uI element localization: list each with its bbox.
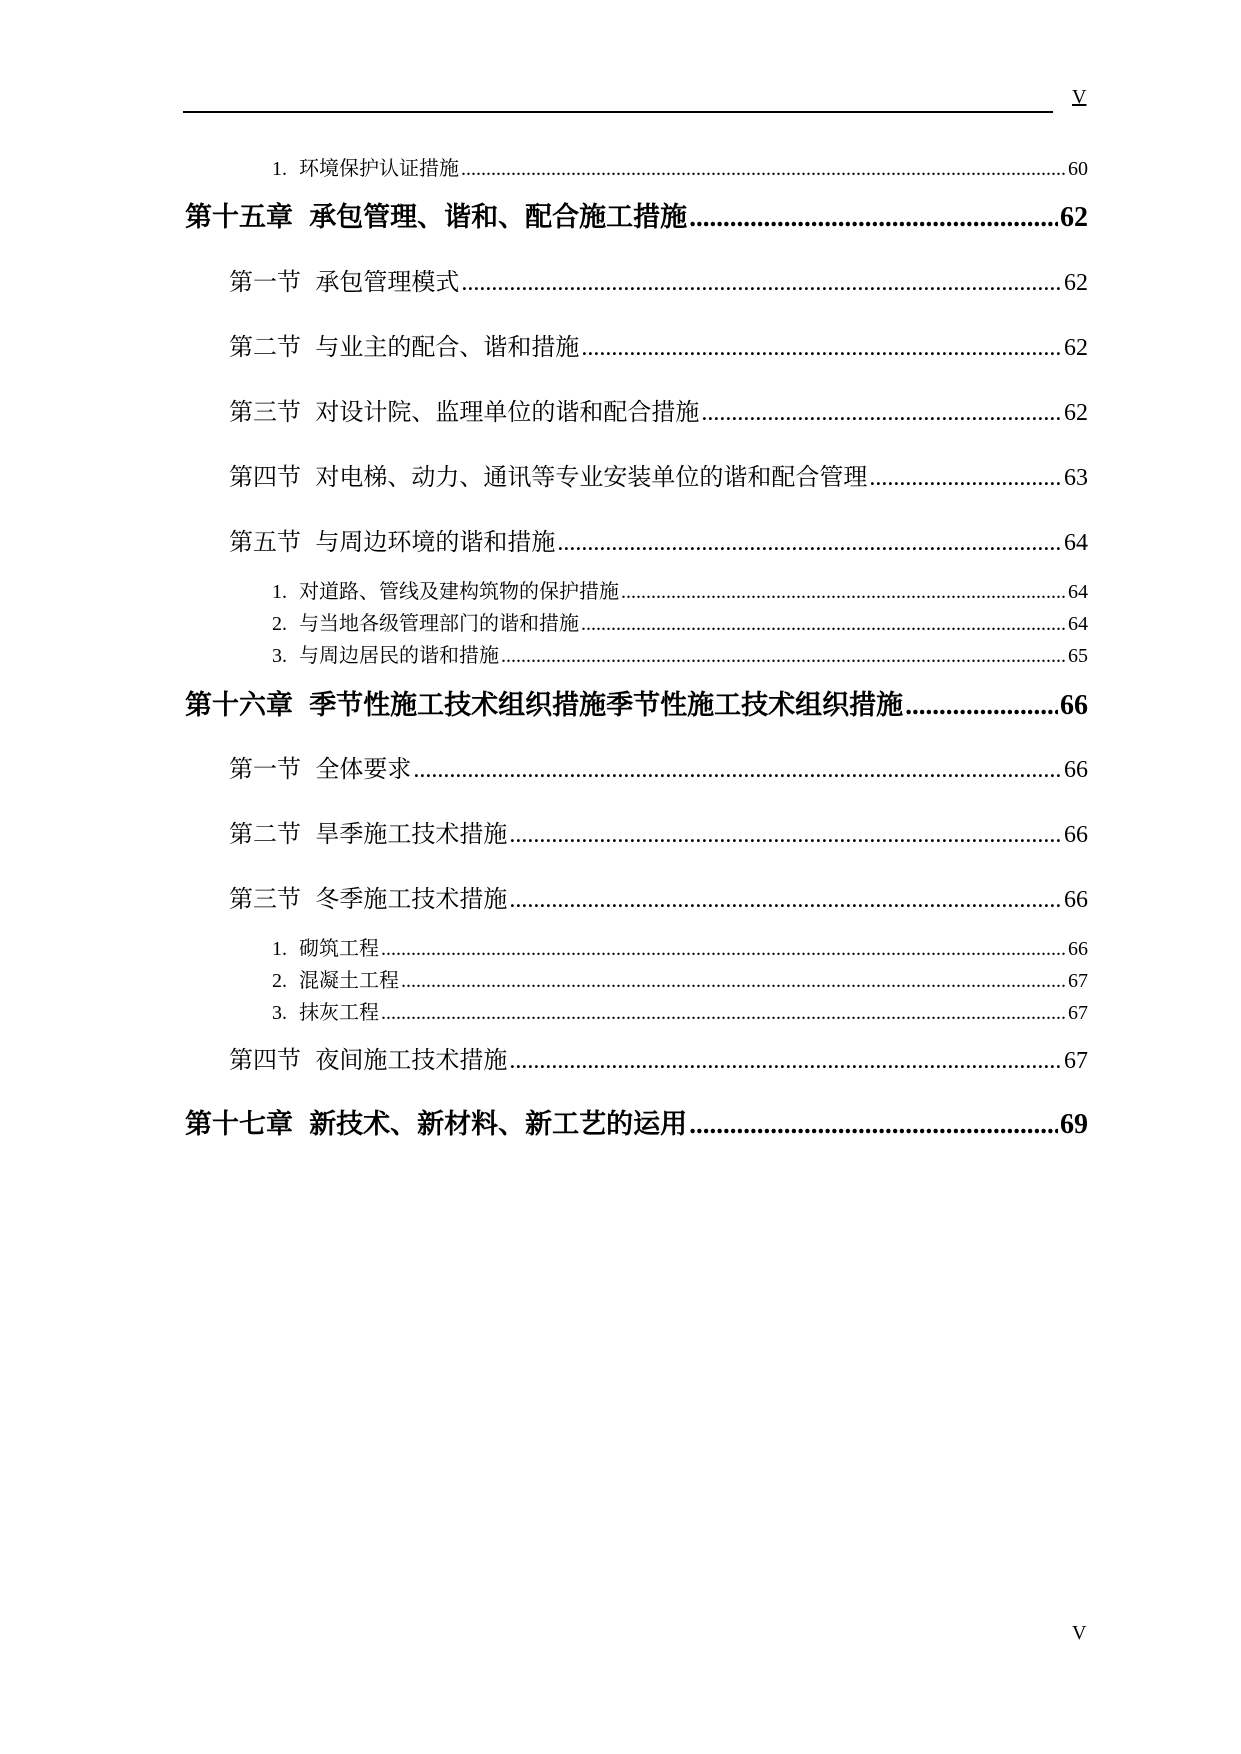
toc-entry-page: 67 [1068, 970, 1088, 992]
toc-entry-title: 冬季施工技术措施 [315, 885, 508, 913]
toc-entry-title: 对设计院、监理单位的谐和配合措施 [315, 398, 700, 426]
toc-entry-page: 66 [1068, 938, 1088, 960]
toc-entry-number: 3. [272, 1002, 287, 1024]
toc-entry-page: 60 [1068, 158, 1088, 180]
toc-entry-number: 2. [272, 613, 287, 635]
toc-entry-page: 62 [1064, 335, 1088, 361]
toc-entry-page: 66 [1064, 757, 1088, 783]
toc-leader-dots [509, 822, 1062, 849]
toc-leader-dots [461, 270, 1062, 297]
toc-entry-title: 对道路、管线及建构筑物的保护措施 [299, 579, 619, 603]
toc-entry-title: 承包管理模式 [315, 268, 460, 296]
toc-leader-dots [621, 581, 1066, 604]
toc-entry-title: 与周边环境的谐和措施 [315, 528, 556, 556]
toc-entry-page: 64 [1064, 530, 1088, 556]
toc-leader-dots [461, 158, 1066, 181]
toc-leader-dots [413, 757, 1062, 784]
toc-entry-page: 67 [1068, 1002, 1088, 1024]
toc-entry[interactable] [229, 457, 1088, 492]
toc-entry-title: 砌筑工程 [299, 936, 379, 960]
toc-entry-number: 第十七章 [185, 1109, 293, 1140]
toc-entry-title: 与周边居民的谐和措施 [299, 643, 499, 667]
toc-entry[interactable] [272, 964, 1088, 993]
toc-entry[interactable] [229, 1040, 1088, 1075]
toc-entry[interactable] [272, 607, 1088, 636]
toc-entry-number: 第十五章 [185, 202, 293, 233]
toc-entry-number: 第一节 [229, 755, 301, 783]
toc-entry-title: 混凝土工程 [299, 968, 399, 992]
toc-entry-number: 第二节 [229, 820, 301, 848]
toc-leader-dots [689, 1109, 1058, 1140]
toc-leader-dots [557, 530, 1062, 557]
toc-entry-page: 64 [1068, 613, 1088, 635]
toc-leader-dots [401, 970, 1066, 993]
toc-entry-title: 全体要求 [315, 755, 412, 783]
toc-entry[interactable] [229, 327, 1088, 362]
toc-leader-dots [501, 645, 1066, 668]
toc-leader-dots [869, 465, 1062, 492]
toc-entry[interactable] [185, 195, 1088, 234]
toc-entry-title: 新技术、新材料、新工艺的运用 [309, 1109, 688, 1140]
toc-entry-number: 1. [272, 581, 287, 603]
toc-entry-title: 对电梯、动力、通讯等专业安装单位的谐和配合管理 [315, 463, 868, 491]
toc-leader-dots [905, 690, 1058, 721]
toc-leader-dots [689, 202, 1058, 233]
toc-entry-page: 66 [1064, 822, 1088, 848]
toc-entry-page: 65 [1068, 645, 1088, 667]
toc-leader-dots [701, 400, 1062, 427]
toc-entry-title: 环境保护认证措施 [299, 156, 459, 180]
toc-entry-title: 承包管理、谐和、配合施工措施 [309, 202, 688, 233]
toc-entry[interactable] [185, 683, 1088, 722]
toc-leader-dots [509, 1048, 1062, 1075]
toc-entry-page: 62 [1064, 400, 1088, 426]
toc-entry-number: 第四节 [229, 1046, 301, 1074]
toc-entry-number: 第一节 [229, 268, 301, 296]
toc-entry-page: 67 [1064, 1048, 1088, 1074]
toc-entry[interactable] [185, 1102, 1088, 1141]
header-page-number: V [1072, 86, 1087, 108]
toc-leader-dots [381, 1002, 1066, 1025]
toc-entry[interactable] [229, 522, 1088, 557]
toc-entry-number: 1. [272, 938, 287, 960]
toc-leader-dots [509, 887, 1062, 914]
toc-entry-number: 3. [272, 645, 287, 667]
footer-page-number: V [1072, 1622, 1087, 1644]
toc-entry-title: 与当地各级管理部门的谐和措施 [299, 611, 579, 635]
toc-entry-number: 第二节 [229, 333, 301, 361]
toc-entry-number: 第四节 [229, 463, 301, 491]
toc-entry-page: 69 [1060, 1109, 1088, 1140]
toc-entry-number: 第五节 [229, 528, 301, 556]
toc-entry[interactable] [272, 932, 1088, 961]
toc-entry-page: 66 [1060, 690, 1088, 721]
toc-entry-page: 66 [1064, 887, 1088, 913]
toc-entry-title: 夜间施工技术措施 [315, 1046, 508, 1074]
toc-entry[interactable] [272, 639, 1088, 668]
toc-leader-dots [381, 938, 1066, 961]
toc-entry-number: 2. [272, 970, 287, 992]
toc-entry-page: 62 [1064, 270, 1088, 296]
toc-leader-dots [581, 613, 1066, 636]
toc-entry-number: 第十六章 [185, 690, 293, 721]
toc-entry[interactable] [229, 879, 1088, 914]
toc-entry[interactable] [272, 152, 1088, 181]
toc-entry-title: 与业主的配合、谐和措施 [315, 333, 580, 361]
toc-entry[interactable] [229, 814, 1088, 849]
toc-entry-title: 旱季施工技术措施 [315, 820, 508, 848]
toc-entry-title: 季节性施工技术组织措施季节性施工技术组织措施 [309, 690, 904, 721]
toc-entry[interactable] [272, 996, 1088, 1025]
toc-entry[interactable] [229, 262, 1088, 297]
toc-entry-number: 1. [272, 158, 287, 180]
toc-entry-page: 63 [1064, 465, 1088, 491]
toc-entry[interactable] [272, 575, 1088, 604]
header-rule [183, 111, 1053, 113]
toc-entry-number: 第三节 [229, 885, 301, 913]
toc-entry-page: 62 [1060, 202, 1088, 233]
toc-entry-number: 第三节 [229, 398, 301, 426]
toc-entry[interactable] [229, 749, 1088, 784]
toc-entry[interactable] [229, 392, 1088, 427]
toc-entry-title: 抹灰工程 [299, 1000, 379, 1024]
toc-entry-page: 64 [1068, 581, 1088, 603]
toc-leader-dots [581, 335, 1062, 362]
